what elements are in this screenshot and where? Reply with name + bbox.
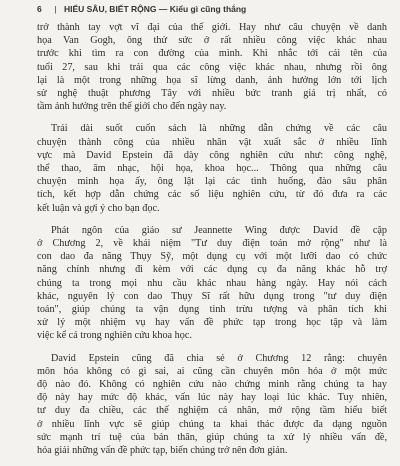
- header-separator: |: [54, 4, 57, 14]
- text-line: việc kể cả trong nghiên cứu khoa học.: [37, 330, 192, 342]
- text-line: độ này hay mức độ khác, vấn lúc này hay loại lúc khác. Tuy nhiên,: [37, 392, 387, 404]
- text-line: tích, kết hợp dẫn chứng các số liệu nghiên cứu, từ đó đưa ra các: [37, 189, 387, 201]
- paragraph: [37, 122, 387, 214]
- page-number: 6: [37, 4, 42, 14]
- text-line: thể thao, âm nhạc, hội họa, khoa học... Thông qua những câu: [37, 163, 387, 175]
- text-line: ở Chương 2, về khái niệm "Tư duy điện toán mở rộng" như là: [37, 238, 387, 250]
- text-line: khác, nguyên lý con dao Thụy Sĩ rất hữu dụng trong "tư duy điện: [37, 290, 387, 302]
- text-line: xử lý một nhiệm vụ hay vấn đề phức tạp trong học tập và làm: [37, 317, 387, 329]
- book-title: HIỂU SÂU, BIẾT RỘNG — Kiểu gì cũng thắng: [63, 4, 247, 14]
- text-line: tư duy đa chiều, các thế nghiệm cá nhân, mở rộng tầm hiểu biết: [37, 405, 387, 417]
- text-line: vực mà David Epstein đã dày công nghiên cứu như: công nghệ,: [37, 149, 387, 161]
- text-line: ở nhiều lĩnh vực sẽ giúp chúng ta khai thác được đa dạng nguồn: [37, 418, 387, 430]
- text-line: môn hóa không có gì sai, ai cũng cần chuyên môn hóa ở một mức: [37, 365, 387, 377]
- running-header: [37, 4, 246, 14]
- text-line: trở thành tay vợt vĩ đại của thế giới. Hay như câu chuyện về danh: [37, 22, 387, 33]
- paragraph: [37, 352, 387, 458]
- text-line: toán", giúp chúng ta vận dụng tinh trừu tượng và phân tích khi: [37, 304, 387, 316]
- text-line: năng chính nhưng đi kèm với các dụng cụ đa năng khác hỗ trợ: [37, 264, 387, 276]
- text-line: sức mạnh trí tuệ của bản thân, giúp chúng ta xử lý nhiều vấn đề,: [37, 431, 387, 443]
- text-line: con dao đa năng Thụy Sỹ, một dụng cụ với một lưỡi dao có chức: [37, 251, 387, 263]
- text-line: tuổi 27, sau khi trải qua các công việc khác nhau, nhưng rồi ông: [37, 61, 387, 73]
- text-line: sử nghệ thuật phương Tây với nhiều bức tranh giá trị nhất, có: [37, 88, 387, 100]
- text-line: chuyện thành công của nhiều nhân vật xuất sắc ở nhiều lĩnh: [37, 136, 387, 148]
- paragraph: [37, 224, 387, 343]
- text-line: hóa giải những vấn đề phức tạp, biến chúng trở nên đơn giản.: [37, 445, 288, 457]
- text-line: chúng ta trong mọi nhu cầu khác nhau hàng ngày. Hay nói cách: [37, 277, 387, 289]
- text-line: kết luận và gợi ý cho bạn đọc.: [37, 202, 160, 214]
- text-line: Phát ngôn của giáo sư Jeannette Wing được David đề cập: [51, 224, 387, 236]
- text-line: tầm ảnh hưởng trên thế giới cho đến ngày nay.: [37, 101, 227, 113]
- text-line: chuyện minh họa ấy, ông lật lại các tình huống, đào sâu phân: [37, 176, 387, 188]
- text-line: David Epstein cũng đã chia sẻ ở Chương 12 rằng: chuyên: [51, 352, 387, 364]
- text-line: họa Van Gogh, ông thử sức ở rất nhiều công việc khác nhau: [37, 35, 387, 47]
- text-line: độ nào đó. Không có nghiên cứu nào chứng minh rằng chúng ta hay: [37, 379, 387, 391]
- paragraph: [37, 21, 387, 113]
- text-line: Trải dài suốt cuốn sách là những dẫn chứng về các câu: [51, 123, 387, 135]
- text-line: trước khi tìm ra con đường của mình. Khi nhắc tới cái tên của: [37, 48, 387, 60]
- text-line: lại là một trong những họa sĩ lừng danh, ảnh hưởng lớn tới lịch: [37, 74, 387, 86]
- page-body: [37, 21, 387, 466]
